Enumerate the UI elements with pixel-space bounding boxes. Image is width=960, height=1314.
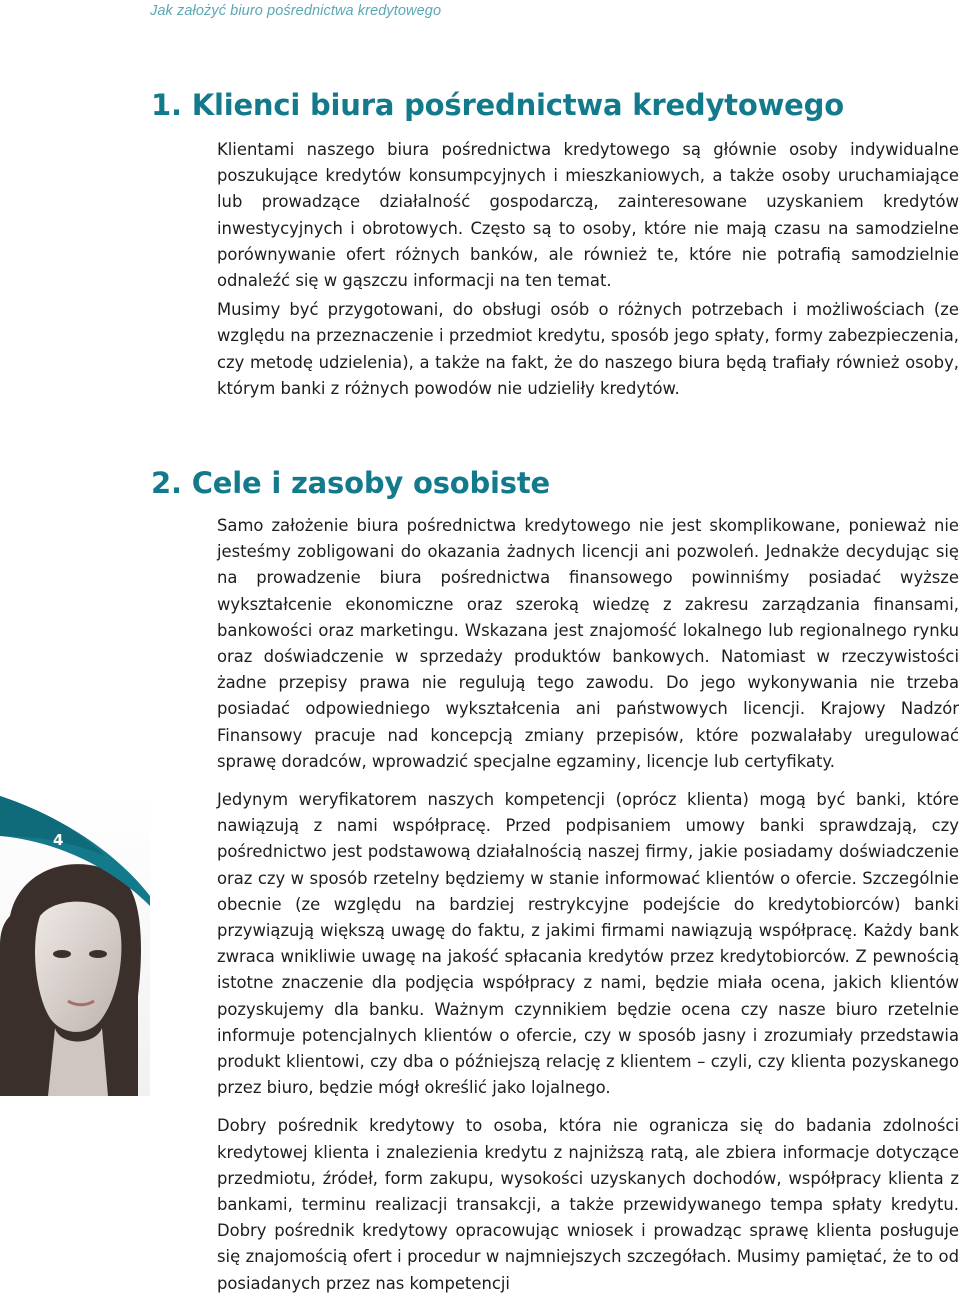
section-heading-clients: 1. Klienci biura pośrednictwa kredytowego bbox=[151, 88, 844, 122]
page-number: 4 bbox=[53, 831, 64, 849]
page-corner-badge bbox=[0, 796, 150, 906]
paragraph: Klientami naszego biura pośrednictwa kredytowego są głównie osoby indywidualne poszukujące kredytów konsumpcyjnych i mieszkaniowych, a także osoby uruchamiające lub prowadzące działalność gospodarczą, zainteresowane uzyskaniem kredytów inwestycyjnych i obrotowych. Często są to osoby, które nie mają czasu na samodzielne porównywanie ofert różnych banków, ale również te, które nie potrafią samodzielnie odnaleźć się w gąszczu informacji na ten temat. bbox=[217, 140, 959, 291]
section-body-goals bbox=[217, 513, 959, 1300]
paragraph: Musimy być przygotowani, do obsługi osób o różnych potrzebach i możliwościach (ze względu na przeznaczenie i przedmiot kredytu, sposób jego spłaty, formy zabezpieczenia, czy metodę udzielenia), a także na fakt, że do naszego biura będą trafiały również osoby, którym banki z różnych powodów nie udzieliły kredytów. bbox=[217, 300, 959, 398]
paragraph: Samo założenie biura pośrednictwa kredytowego nie jest skomplikowane, ponieważ nie jesteśmy zobligowani do okazania żadnych licencji ani pozwoleń. Jednakże decydując się na prowadzenie biura pośrednictwa finansowego powinniśmy posiadać wyższe wykształcenie ekonomiczne oraz szeroką wiedzę z zakresu zarządzania finansami, bankowości oraz marketingu. Wskazana jest znajomość lokalnego lub regionalnego rynku oraz doświadczenie w sprzedaży produktów bankowych. Natomiast w rzeczywistości żadne przepisy prawa nie regulują tego zawodu. Do jego wykonywania nie trzeba posiadać odpowiedniego wykształcenia ani państwowych licencji. Krajowy Nadzór Finansowy pracuje nad koncepcją zmiany przepisów, które pozwalałaby uregulować sprawę doradców, wprowadzić specjalne egzaminy, licencje lub certyfikaty. bbox=[217, 516, 959, 771]
paragraph: Dobry pośrednik kredytowy to osoba, która nie ogranicza się do badania zdolności kredytowej klienta i znalezienia kredytu z najniższą ratą, ale zbiera informacje dotyczące przedmiotu, źródeł, form zakupu, wysokości uzyskanych dochodów, współpracy klienta z bankami, terminu realizacji transakcji, a także przewidywanego tempa spłaty kredytu. Dobry pośrednik kredytowy opracowując wniosek i prowadząc sprawę klienta posługuje się znajomością ofert i procedur w najmniejszych szczegółach. Musimy pamiętać, że to od posiadanych przez nas kompetencji bbox=[217, 1116, 959, 1293]
section-heading-goals: 2. Cele i zasoby osobiste bbox=[151, 466, 550, 500]
paragraph: Jedynym weryfikatorem naszych kompetencji (oprócz klienta) mogą być banki, które nawiązują z nami współpracę. Przed podpisaniem umowy banki sprawdzają, czy pośrednictwo jest podstawową działalnością naszej firmy, jakie posiadamy doświadczenie oraz czy w sposób rzetelny będziemy w stanie informować klientów o ofercie. Szczególnie obecnie (ze względu na bardziej restrykcyjne podejście do kredytobiorców) banki przywiązują większą uwagę do faktu, z jakimi firmami nawiązują współpracę. Każdy bank zwraca wnikliwie uwagę na jakość spłacania kredytów przez kredytobiorców. Z pewnością istotne znaczenie dla podjęcia współpracy z nami, będzie miała ocena, jakich klientów pozyskujemy dla banku. Ważnym czynnikiem będzie ocena czy nasze biuro rzetelnie informuje potencjalnych klientów o ofercie, czy w sposób jasny i zrozumiały przedstawia produkt klientowi, czy dba o późniejszą relację z klientem – czyli, czy klienta pozyskanego przez biuro, będzie mógł określić jako lojalnego. bbox=[217, 790, 959, 1098]
running-header: Jak założyć biuro pośrednictwa kredytowego bbox=[150, 3, 442, 19]
section-body-clients bbox=[217, 137, 959, 405]
